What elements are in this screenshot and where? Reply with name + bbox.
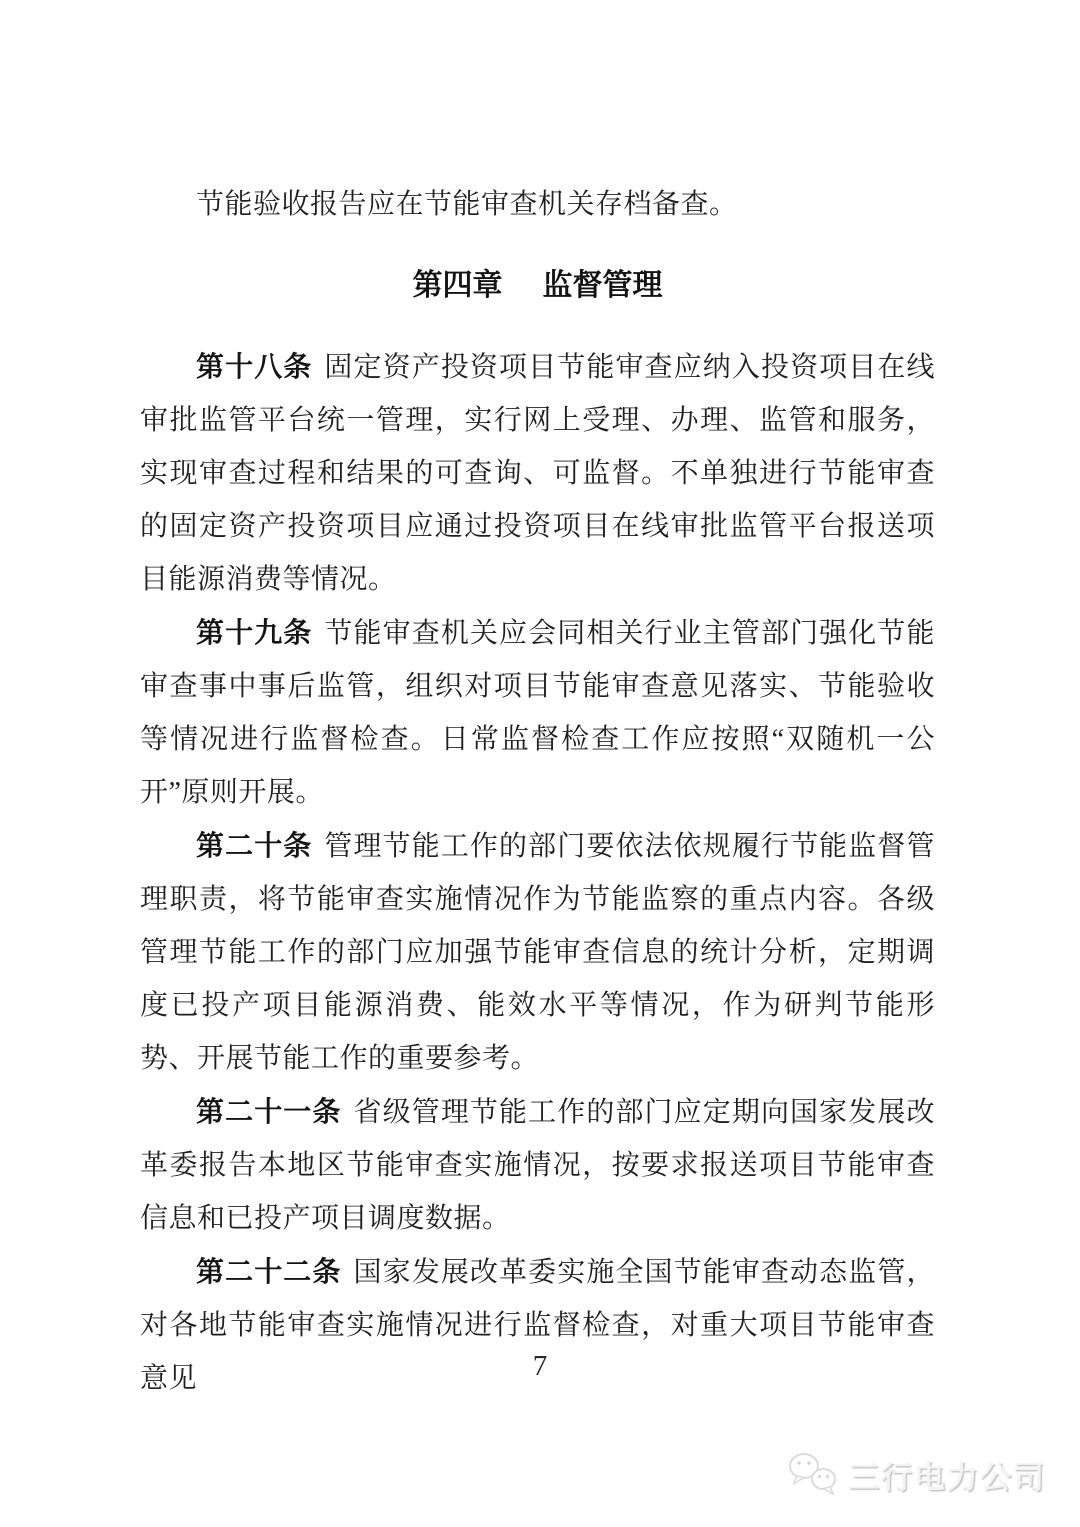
article-label: 第十八条 [196,351,313,382]
chapter-title: 监督管理 [542,269,663,302]
article-paragraph [140,819,935,1085]
article-label: 第二十二条 [196,1256,342,1287]
article-label: 第二十一条 [196,1096,342,1127]
chapter-heading [140,259,935,312]
chapter-number: 第四章 [412,269,503,302]
continuation-paragraph [140,178,935,231]
article-text: 固定资产投资项目节能审查应纳入投资项目在线审批监管平台统一管理，实行网上受理、办理、监管和服务，实现审查过程和结果的可查询、可监督。不单独进行节能审查的固定资产投资项目应通过投资项目在线审批监管平台报送项目能源消费等情况。 [140,352,935,595]
article-label: 第二十条 [196,830,313,861]
article-text: 节能审查机关应会同相关行业主管部门强化节能审查事中事后监管，组织对项目节能审查意见落实、节能验收等情况进行监督检查。日常监督检查工作应按照“双随机一公开”原则开展。 [140,618,935,808]
article-text: 管理节能工作的部门要依法依规履行节能监督管理职责，将节能审查实施情况作为节能监察的重点内容。各级管理节能工作的部门应加强节能审查信息的统计分析，定期调度已投产项目能源消费、能效水平等情况，作为研判节能形势、开展节能工作的重要参考。 [140,831,935,1074]
article-label: 第十九条 [196,617,313,648]
page-number: 7 [532,1350,548,1382]
article-paragraph [140,340,935,606]
watermark-text: 三行电力公司 [848,1459,1046,1495]
wechat-icon [787,1450,841,1498]
paragraph-text: 节能验收报告应在节能审查机关存档备查。 [196,189,738,220]
article-text: 国家发展改革委实施全国节能审查动态监管，对各地节能审查实施情况进行监督检查，对重大项目节能审查意见 [140,1257,935,1394]
article-paragraph [140,1085,935,1245]
document-body [140,178,935,1405]
article-text: 省级管理节能工作的部门应定期向国家发展改革委报告本地区节能审查实施情况，按要求报送项目节能审查信息和已投产项目调度数据。 [140,1097,935,1234]
watermark [787,1450,1046,1498]
article-paragraph [140,606,935,819]
